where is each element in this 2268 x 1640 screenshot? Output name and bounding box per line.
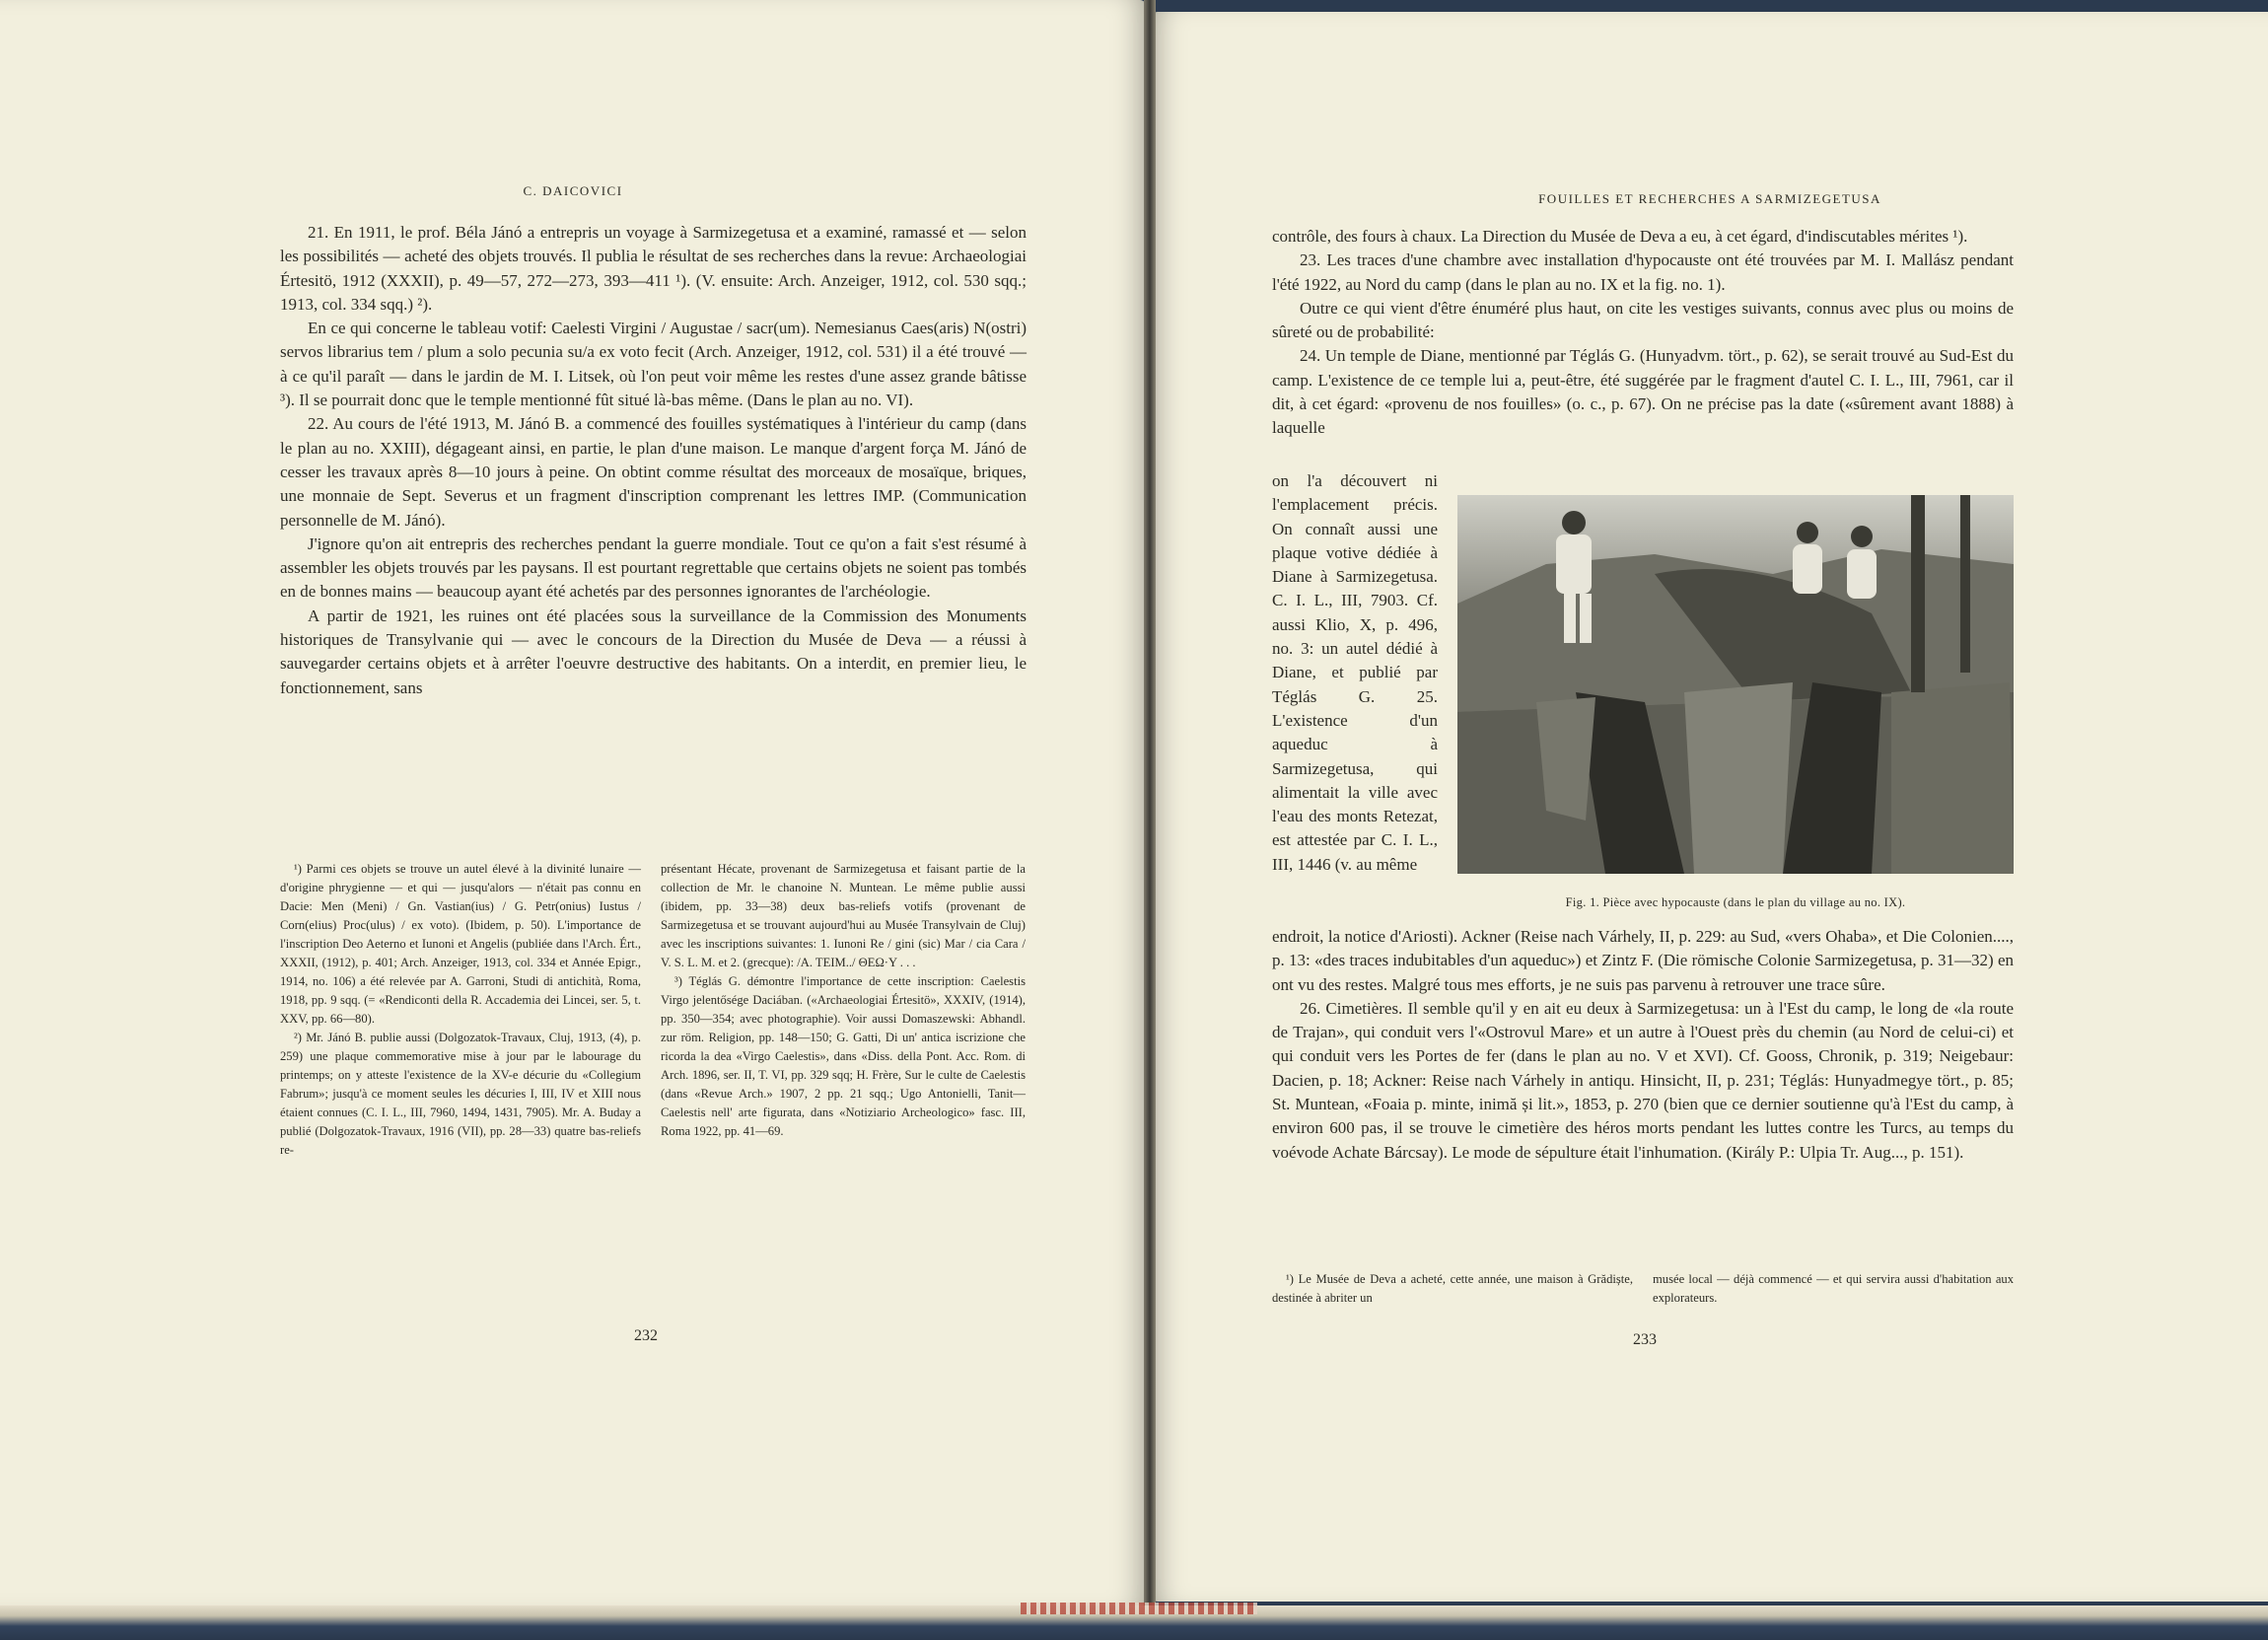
right-page-number: 233	[1633, 1331, 1657, 1348]
paragraph-tableau-votif: En ce qui concerne le tableau votif: Caelesti Virgini / Augustae / sacr(um). Nemesianus Caes(aris) N(ostri) servos librarius tem / plum a solo pecunia su/a ex voto fecit (Arch. Anzeiger, 1912, col. 531) il a été trouvé — à ce qu'il paraît — dans le jardin de M. I. Litsek, où l'on peut voir même les restes d'une assez grande bâtisse ³). Il se pourrait donc que le temple mentionné fût situé là-bas même. (Dans le plan au no. VI).	[280, 319, 1027, 410]
left-footnotes-col2	[661, 860, 1026, 1141]
paragraph-outre: Outre ce qui vient d'être énuméré plus haut, on cite les vestiges suivants, connus avec plus ou moins de sûreté ou de probabilité:	[1272, 298, 2014, 342]
book-gutter	[1144, 0, 1156, 1640]
right-footnote-1: ¹) Le Musée de Deva a acheté, cette année, une maison à Grădiște, destinée à abriter un	[1272, 1272, 1633, 1305]
right-wrap-text	[1272, 469, 1438, 877]
paragraph-controle: contrôle, des fours à chaux. La Direction du Musée de Deva a eu, à cet égard, d'indiscutables mérites ¹).	[1272, 227, 1968, 246]
paragraph-1921: A partir de 1921, les ruines ont été placées sous la surveillance de la Commission des Monuments historiques de Transylvanie qui — avec le concours de la Direction du Musée de Deva — a réussi à sauvegarder certains objets et à arrêter l'oeuvre destructive des habitants. On a interdit, en premier lieu, le fonctionnement, sans	[280, 606, 1027, 697]
right-footnote-1-continued: musée local — déjà commencé — et qui servira aussi d'habitation aux explorateurs.	[1653, 1272, 2014, 1305]
right-body-text-bottom	[1272, 925, 2014, 1165]
right-footnote-col1	[1272, 1270, 1633, 1308]
footnote-3: ³) Téglás G. démontre l'importance de cette inscription: Caelestis Virgo jelentősége Daciában. («Archaeologiai Értesitö», XXXIV, (1914), pp. 350—354; avec photographie). Voir aussi Domaszewski: Abhandl. zur röm. Religion, pp. 148—150; G. Gatti, Di un' antica iscrizione che ricorda la dea «Virgo Caelestis», dans «Diss. della Pont. Acc. Rom. di Arch. 1896, ser. II, T. VI, pp. 329 sqq; H. Frère, Sur le culte de Caelestis (dans «Revue Arch.» 1907, 2 pp. 21 sqq.; Ugo Antonielli, Tanit—Caelestis nell' arte figurata, dans «Notiziario Archeologico» fasc. III, Roma 1922, pp. 41—69.	[661, 974, 1026, 1138]
paragraph-21: 21. En 1911, le prof. Béla Jánó a entrepris un voyage à Sarmizegetusa et a examiné, ramassé et — selon les possibilités — acheté des objets trouvés. Il publia le résultat de ses recherches dans la revue: Archaeologiai Értesitö, 1912 (XXXII), p. 49—57, 272—273, 393—411 ¹). (V. ensuite: Arch. Anzeiger, 1912, col. 530 sqq.; 1913, col. 334 sqq.) ²).	[280, 223, 1027, 314]
left-page-number: 232	[634, 1327, 658, 1344]
right-running-head: FOUILLES ET RECHERCHES A SARMIZEGETUSA	[1538, 191, 1881, 206]
paragraph-22: 22. Au cours de l'été 1913, M. Jánó B. a commencé des fouilles systématiques à l'intérieur du camp (dans le plan au no. XXIII), dégageant ainsi, en partie, le plan d'une maison. Le manque d'argent força M. Jánó de cesser les travaux après 8—10 jours à peine. On obtint comme résultat des morceaux de mosaïque, briques, une monnaie de Sept. Severus et un fragment d'inscription comprenant les lettres IMP. (Communication personnelle de M. Jánó).	[280, 414, 1027, 530]
left-page	[0, 0, 1146, 1607]
paragraph-endroit: endroit, la notice d'Ariosti). Ackner (Reise nach Várhely, II, p. 229: au Sud, «vers Ohaba», et Die Colonien...., p. 13: «des traces indubitables d'un aqueduc») et Zintz F. (Die römische Colonie Sarmizegetusa, p. 31—32) en ont vu des restes. Malgré tous mes efforts, je ne suis pas parvenu à retrouver une trace sûre.	[1272, 927, 2014, 994]
binding-stitch	[1021, 1603, 1257, 1614]
left-body-text	[280, 221, 1027, 700]
paragraph-diane-aqueduc: on l'a découvert ni l'emplacement précis. On connaît aussi une plaque votive dédiée à Diane à Sarmizegetusa. C. I. L., III, 7903. Cf. aussi Klio, X, p. 496, no. 3: un autel dédié à Diane, et publié par Téglás G. 25. L'existence d'un aqueduc à Sarmizegetusa, qui alimentait la ville avec l'eau des monts Retezat, est attestée par C. I. L., III, 1446 (v. au même	[1272, 471, 1438, 874]
paragraph-24: 24. Un temple de Diane, mentionné par Téglás G. (Hunyadvm. tört., p. 62), se serait trouvé au Sud-Est du camp. L'existence de ce temple lui a, peut-être, été suggérée par le fragment d'autel C. I. L., III, 7961, car il dit, à cet égard: «provenu de nos fouilles» (o. c., p. 67). On ne précise pas la date («sûrement avant 1888) à laquelle	[1272, 346, 2014, 438]
paragraph-guerre: J'ignore qu'on ait entrepris des recherches pendant la guerre mondiale. Tout ce qu'on a fait s'est résumé à assembler les objets trouvés par les paysans. Il est pourtant regrettable que certains objets ne soient pas tombés en de bonnes mains — beaucoup ayant été achetés par des personnes ignorantes de l'archéologie.	[280, 534, 1027, 602]
footnote-2: ²) Mr. Jánó B. publie aussi (Dolgozatok-Travaux, Cluj, 1913, (4), p. 259) une plaque commemorative mise à jour par le labourage du printemps; on y atteste l'existence de la XV-e décurie du «Collegium Fabrum»; jusqu'à ce moment seules les décuries I, III, IV et XIII nous étaient connues (C. I. L., III, 7960, 1494, 1431, 7905). Mr. A. Buday a publié (Dolgozatok-Travaux, 1916 (VII), pp. 28—33) quatre bas-reliefs re-	[280, 1031, 641, 1157]
right-body-text-top	[1272, 225, 2014, 441]
figure-caption: Fig. 1. Pièce avec hypocauste (dans le plan du village au no. IX).	[1565, 895, 1906, 909]
footnote-1: ¹) Parmi ces objets se trouve un autel élevé à la divinité lunaire — d'origine phrygienne — et qui — jusqu'alors — n'était pas connu en Dacie: Men (Meni) / Gn. Vastian(ius) / G. Petr(onius) Iustus / Corn(elius) Proc(ulus) / ex voto). (Ibidem, p. 50). L'importance de l'inscription Deo Aeterno et Iunoni et Angelis (publiée dans l'Arch. Ért., XXXII, (1912), p. 401; Arch. Anzeiger, 1913, col. 334 et Année Epigr., 1914, no. 106) a été relevée par A. Garroni, Studi di antichità, Roma, 1918, pp. 9 sqq. (= «Rendiconti della R. Accademia dei Lincei, ser. 5, t. XXV, pp. 66—80).	[280, 862, 641, 1026]
footnote-2-continued: présentant Hécate, provenant de Sarmizegetusa et faisant partie de la collection de Mr. le chanoine N. Muntean. Le même publie aussi (ibidem, pp. 33—38) deux bas-reliefs votifs (provenant de Sarmizegetusa et se trouvant aujourd'hui au Musée Transylvain de Cluj) avec les inscriptions suivantes: 1. Iunoni Re / gini (sic) Mar / cia Cara / V. S. L. M. et 2. (grecque): /A. TEIM../ ΘΕΩ·Υ . . .	[661, 862, 1026, 969]
hypocaust-photo	[1457, 495, 2014, 874]
left-footnotes-col1	[280, 860, 641, 1160]
paragraph-23: 23. Les traces d'une chambre avec installation d'hypocauste ont été trouvées par M. I. Mallász pendant l'été 1922, au Nord du camp (dans le plan au no. IX et la fig. no. 1).	[1272, 250, 2014, 294]
right-footnote-col2	[1653, 1270, 2014, 1308]
paragraph-26: 26. Cimetières. Il semble qu'il y en ait eu deux à Sarmizegetusa: un à l'Est du camp, le long de «la route de Trajan», qui conduit vers l'«Ostrovul Mare» et un autre à l'Ouest près du chemin (au Nord de celui-ci) et qui conduit vers les Portes de fer (dans le plan au no. V et XVI). Cf. Gooss, Chronik, p. 319; Neigebaur: Dacien, p. 18; Ackner: Reise nach Várhely in antiqu. Hinsicht, II, p. 231; Téglás: Hunyadmegye tört., p. 85; St. Muntean, «Foaia p. minte, inimă și lit.», 1853, p. 270 (bien que ce dernier soutienne qu'à l'Est du camp, à environ 600 pas, il se trouve le cimetière des héros morts pendant les luttes contre les Turcs, au temps du voévode Achate Bárcsay). Le mode de sépulture était l'inhumation. (Király P.: Ulpia Tr. Aug..., p. 151).	[1272, 998, 2014, 1162]
left-running-head: C. DAICOVICI	[523, 183, 623, 198]
